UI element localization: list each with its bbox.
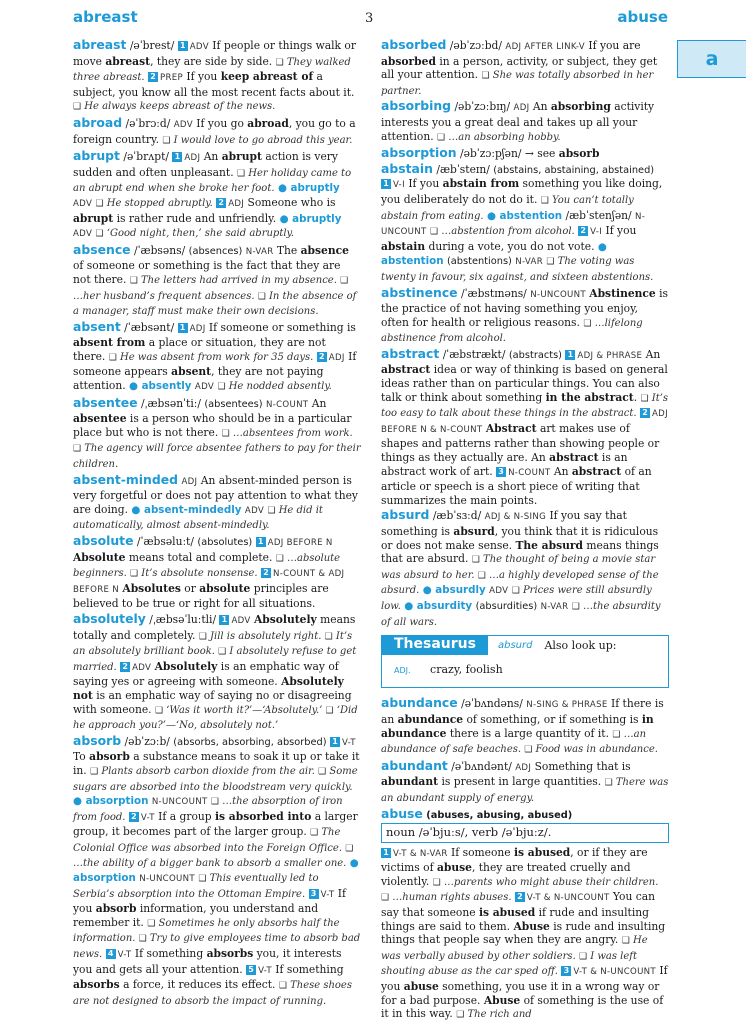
entry-absorbed	[381, 38, 669, 98]
letter-thumb-tab[interactable]	[677, 40, 746, 78]
definition: /ˈæbstrækt/ (abstracts) 1 ADJ & PHRASE An abstract idea or way of thinking is based on general ideas rather than on particular things. You can also talk or think about something in the abstract. ❑ It’s too easy to talk about these things in the abstract. 2 ADJ BEFORE N & N-COUNT Abstract art makes use of shapes and patterns rather than showing people or things as they actually are. An abstract is an abstract work of art. 3 N-COUNT An abstract of an article or speech is a short piece of writing that summarizes the main points.	[381, 347, 669, 507]
headword[interactable]: absentee	[73, 394, 138, 410]
entry-abstinence	[381, 286, 669, 346]
headword[interactable]: absorb	[73, 732, 122, 748]
definition: /æbˈsɜːd/ ADJ & N-SING If you say that something is absurd, you think that it is ridiculous or does not make sense. The absurd means things that are absurd. ❑ The thought of being a movie star was absurd to her. ❑ …a highly developed sense of the absurd. ● absurdly ADV ❑ Prices were still absurdly low. ● absurdity (absurdities) N-VAR ❑ …the absurdity of all wars.	[381, 509, 661, 628]
definition: /əˈbʌndəns/ N-SING & PHRASE If there is an abundance of something, or if something is in abundance there is a large quantity of it. ❑ …an abundance of safe beaches. ❑ Food was in abundance.	[381, 697, 664, 756]
thesaurus-pos: ADJ.	[394, 665, 411, 675]
definition: ADJ An absent-minded person is very forgetful or does not pay attention to what they are doing. ● absent-mindedly ADV ❑ He did it automatically, almost absent-mindedly.	[73, 473, 358, 532]
entry-absorption	[381, 146, 669, 161]
headword[interactable]: abuse	[381, 805, 423, 821]
definition: /ˌæbsəˈluːtli/ 1 ADV Absolutely means totally and completely. ❑ Jill is absolutely right. ❑ It’s an absolutely brilliant book. ❑ I absolutely refuse to get married. 2 ADV Absolutely is an emphatic way of saying yes or agreeing with someone. Absolutely not is an emphatic way of saying no or disagreeing with someone. ❑ ‘Was it worth it?’—‘Absolutely.’ ❑ ‘Did he approach you?’—‘No, absolutely not.’	[73, 612, 358, 732]
thesaurus-label: Thesaurus	[382, 636, 488, 655]
headword[interactable]: absorbed	[381, 37, 447, 52]
entry-absolute	[73, 534, 361, 611]
definition: /ˈæbsənt/ 1 ADJ If someone or something is absent from a place or situation, they are not there. ❑ He was absent from work for 35 days. 2 ADJ If someone appears absent, they are not paying attention. ● absently ADV ❑ He nodded absently.	[73, 320, 357, 393]
headword[interactable]: abrupt	[73, 148, 120, 164]
entry-abrupt	[73, 149, 361, 242]
thumb-tab-letter: a	[705, 48, 719, 70]
headword[interactable]: absolute	[73, 533, 134, 548]
headword[interactable]: abroad	[73, 114, 123, 130]
entry-absolutely	[73, 612, 361, 733]
entry-absurd	[381, 508, 669, 629]
running-head-right: abuse	[617, 8, 668, 26]
entry-absorb	[73, 734, 361, 1009]
definition: /əbˈzɔːbd/ ADJ AFTER LINK-V If you are absorbed in a person, activity, or subject, they get all your attention. ❑ She was totally absorbed in her partner.	[381, 39, 658, 97]
page-number: 3	[365, 11, 374, 26]
thesaurus-synonyms: crazy, foolish	[430, 662, 503, 676]
headword[interactable]: absurd	[381, 507, 430, 523]
definition: /əbˈzɔːpʃən/ → see absorb	[460, 147, 600, 161]
entry-abroad	[73, 116, 361, 148]
headword[interactable]: absence	[73, 241, 131, 257]
entry-absent-minded	[73, 473, 361, 533]
right-column	[381, 38, 669, 1024]
thesaurus-also-label: Also look up:	[544, 638, 617, 652]
headword[interactable]: abstain	[381, 160, 433, 176]
headword[interactable]: abstract	[381, 345, 440, 361]
running-head-left: abreast	[73, 8, 138, 26]
headword[interactable]: absorbing	[381, 98, 452, 114]
definition: /əˈbrʌpt/ 1 ADJ An abrupt action is very sudden and often unpleasant. ❑ Her holiday came to an abrupt end when she broke her foot. ● abruptly ADV ❑ He stopped abruptly. 2 ADJ Someone who is abrupt is rather rude and unfriendly. ● abruptly ADV ❑ ‘Good night, then,’ she said abruptly.	[73, 150, 352, 240]
headword[interactable]: abstinence	[381, 284, 458, 300]
headword[interactable]: abundant	[381, 757, 448, 773]
entry-abundant	[381, 759, 669, 806]
headword[interactable]: absent	[73, 318, 121, 334]
headword[interactable]: absent-minded	[73, 471, 179, 487]
thesaurus-word[interactable]: absurd	[497, 639, 533, 651]
entry-abstract	[381, 347, 669, 508]
entry-abreast	[73, 38, 361, 115]
thesaurus-box	[381, 635, 669, 688]
definition: /əbˈzɔːbɪŋ/ ADJ An absorbing activity interests you a great deal and takes up all your attention. ❑ …an absorbing hobby.	[381, 100, 655, 143]
definition: /əˈbrest/ 1 ADV If people or things walk or move abreast, they are side by side. ❑ They walked three abreast. 2 PREP If you keep abreast of a subject, you know all the most recent facts about it. ❑ He always keeps abreast of the news.	[73, 39, 356, 113]
definition: /æbˈsteɪn/ (abstains, abstaining, abstained) 1 V-I If you abstain from something you like doing, you deliberately do not do it. ❑ You can’t totally abstain from eating. ● abstention /æbˈstenʃən/ N-UNCOUNT ❑ …abstention from alcohol. 2 V-I If you abstain during a vote, you do not vote. ● abstention (abstentions) N-VAR ❑ The voting was twenty in favour, six against, and sixteen abstentions.	[381, 162, 663, 283]
definition: (abuses, abusing, abused)	[426, 809, 573, 821]
definition: /əbˈzɔːb/ (absorbs, absorbing, absorbed) 1 V-T To absorb a substance means to soak it up or take it in. ❑ Plants absorb carbon dioxide from the air. ❑ Some sugars are absorbed into the bloodstream very quickly. ● absorption N-UNCOUNT ❑ …the absorption of iron from food. 2 V-T If a group is absorbed into a larger group, it becomes part of the larger group. ❑ The Colonial Office was absorbed into the Foreign Office. ❑ …the ability of a bigger bank to absorb a smaller one. ● absorption N-UNCOUNT ❑ This eventually led to Serbia’s absorption into the Ottoman Empire. 3 V-T If you absorb information, you understand and remember it. ❑ Sometimes he only absorbs half the information. ❑ Try to give employees time to absorb bad news. 4 V-T If something absorbs you, it interests you and gets all your attention. 5 V-T If something absorbs a force, it reduces its effect. ❑ These shoes are not designed to absorb the impact of running.	[73, 734, 361, 1007]
definition: /ˌæbsənˈtiː/ (absentees) N-COUNT An absentee is a person who should be in a particular place but who is not there. ❑ …absentees from work. ❑ The agency will force absentee fathers to pay for their children.	[73, 396, 361, 471]
abuse-pronunciation-box: noun /əˈbjuːs/, verb /əˈbjuːz/.	[381, 823, 669, 843]
entry-abstain	[381, 162, 669, 285]
definition: /ˈæbsəns/ (absences) N-VAR The absence of someone or something is the fact that they are not there. ❑ The letters had arrived in my absence. ❑ …her husband’s frequent absences. ❑ In the absence of a manager, staff must make their own decisions.	[73, 243, 357, 318]
entry-absence	[73, 243, 361, 319]
definition: /ˈæbstɪnəns/ N-UNCOUNT Abstinence is the practice of not having something you enjoy, often for health or religious reasons. ❑ …lifelong abstinence from alcohol.	[381, 286, 669, 345]
left-column	[73, 38, 361, 1009]
abuse-senses: 1 V-T & N-VAR If someone is abused, or if they are victims of abuse, they are treated cruelly and violently. ❑ …parents who might abuse their children. ❑ …human rights abuses. 2 V-T & N-UNCOUNT You can say that someone is abused if rude and insulting things are said to them. Abuse is rude and insulting things that people say when they are angry. ❑ He was verbally abused by other soldiers. ❑ I was left shouting abuse as the car sped off. 3 V-T & N-UNCOUNT If you abuse something, you use it in a wrong way or for a bad purpose. Abuse of something is the use of it in this way. ❑ The rich and	[381, 845, 668, 1021]
definition: /əˈbʌndənt/ ADJ Something that is abundant is present in large quantities. ❑ There was an abundant supply of energy.	[381, 759, 669, 804]
headword[interactable]: abundance	[381, 695, 458, 711]
headword[interactable]: absorption	[381, 145, 457, 161]
entry-absentee	[73, 396, 361, 472]
headword[interactable]: abreast	[73, 37, 127, 52]
entry-abuse	[381, 807, 669, 823]
entry-absorbing	[381, 99, 669, 145]
entry-abundance	[381, 696, 669, 757]
headword[interactable]: absolutely	[73, 610, 146, 626]
definition: /əˈbrɔːd/ ADV If you go abroad, you go to a foreign country. ❑ I would love to go abroad this year.	[73, 116, 356, 146]
definition: /ˈæbsəluːt/ (absolutes) 1 ADJ BEFORE N Absolute means total and complete. ❑ …absolute beginners. ❑ It’s absolute nonsense. 2 N-COUNT & ADJ BEFORE N Absolutes or absolute principles are believed to be true or right for all situations.	[73, 535, 345, 611]
entry-absent	[73, 320, 361, 395]
